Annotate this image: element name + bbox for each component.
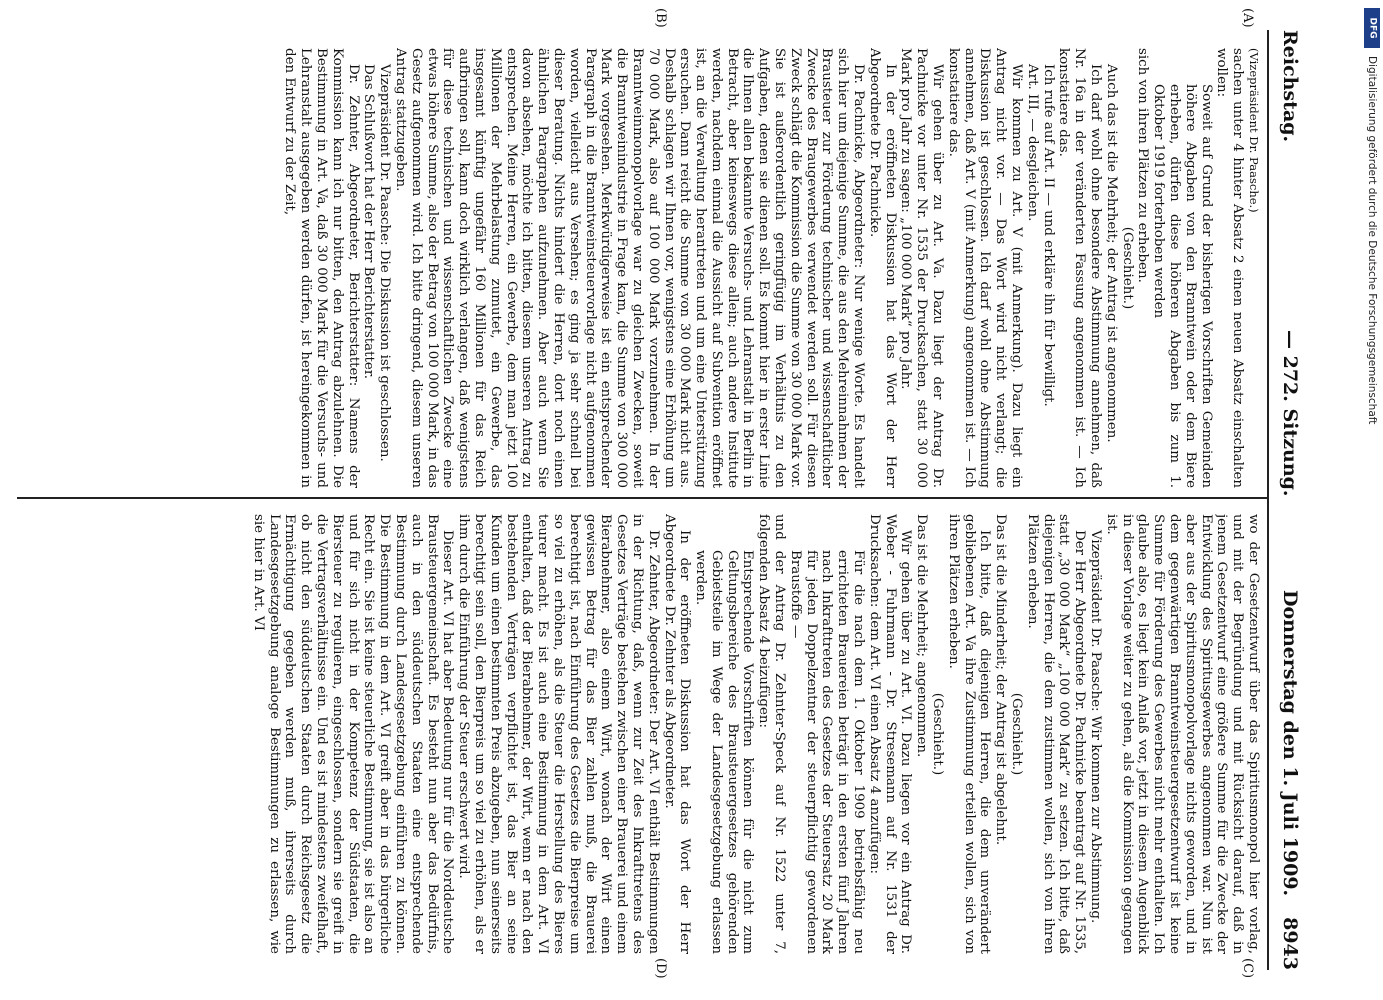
dfg-logo-icon — [1364, 8, 1380, 48]
margin-marker-d: (D) — [653, 958, 668, 979]
right-column — [21, 514, 1261, 954]
amendment-text: Entsprechende Vorschriften können für die nicht zum Geltungsbereiche des Brausteuergesetzes gehörenden Gebietsteile im Wege der Landesgesetzgebung erlassen werden. — [693, 550, 756, 954]
left-column — [21, 48, 1261, 488]
margin-marker-a: (A) — [1240, 8, 1255, 28]
dfg-badge-label: DFG — [1367, 17, 1378, 39]
paragraph: Das ist die Mehrheit; angenommen. — [914, 514, 930, 758]
paragraph: Der Herr Abgeordnete Dr. Pachnicke beantragt auf Nr. 1535, statt „30 000 Mark“ „100 000 Mark“ zu setzen. Ich bitte, daß diejenigen Herren, die dem zustimmen wollen, sich von ihren Plätzen erheben. — [1024, 514, 1088, 954]
amendment-text: Soweit auf Grund der bisherigen Vorschriften Gemeinden höhere Abgaben von den Branntwein oder dem Biere erheben, dürfen diese höheren Abgaben bis zum 1. Oktober 1919 forterhoben werden — [1151, 84, 1214, 488]
stage-direction: (Geschieht.) — [930, 692, 946, 776]
page-number: 8943 — [1279, 917, 1301, 970]
stage-direction: (Geschieht.) — [1119, 226, 1135, 310]
speech: Dr. Zehnter, Abgeordneter: Der Art. VI enthält Bestimmungen in der Richtung, daß, wenn zur Zeit des Inkrafttretens des Gesetzes Verträge bestehen zwischen einer Brauerei und einem Bierabnehmer, also einem Wirt, wonach der Wirt einen gewissen Betrag für das Bier zahlen muß, die Brauerei berechtigt ist, nach Einführung des Gesetzes die Bierpreise um so viel zu erhöhen, als die Steuer die Herstellung des Bieres teurer macht. Es ist auch eine Bestimmung in dem Art. VI enthalten, daß der Bierabnehmer, der Wirt, wenn er nach den bestehenden Verträgen verpflichtet ist, das Bier an seine Kunden um einen bestimmten Preis abzugeben, nun seinerseits berechtigt sein soll, den Bierpreis um so viel zu erhöhen, als er ihm durch die Einführung der Steuer erschwert wird. — [456, 514, 661, 954]
paragraph: Das ist die Minderheit; der Antrag ist abgelehnt. — [993, 514, 1009, 846]
digitization-sidebar — [1362, 8, 1382, 968]
paragraph: sich von ihren Plätzen zu erheben. — [1135, 48, 1151, 283]
paragraph: sachen unter 4 hinter Absatz 2 einen neuen Absatz einschalten wollen: — [1214, 48, 1246, 488]
margin-marker-b: (B) — [653, 8, 668, 28]
stage-direction: (Geschieht.) — [1009, 692, 1025, 776]
speech: Dr. Pachnicke, Abgeordneter: Nur wenige Worte. Es handelt sich hier um diejenige Summe, die aus den Mehreinnahmen der Brausteuer zur Förderung technischer und wissenschaftlicher Zwecke des Braugewerbes verwendet werden soll. Für diesen Zweck schlägt die Kommission die Summe von 30 000 Mark vor. Sie ist außerordentlich geringfügig im Verhältnis zu den Aufgaben, denen sie dienen soll. Es kommt hier in erster Linie die Ihnen allen bekannte Versuchs- und Lehranstalt in Berlin in Betracht, aber keineswegs diese allein; auch andere Institute werden, nachdem einmal die Aussicht auf Subvention eröffnet ist, an die Verwaltung herantreten und um eine Unterstützung ersuchen. Dann reicht die Summe von 30 000 Mark nicht aus. Deshalb schlagen wir Ihnen vor, wenigstens eine Erhöhung um 70 000 Mark, also auf 100 000 Mark vorzunehmen. In der Branntweinmonopolvorlage war zu gleichen Zwecken, soweit die Branntweinindustrie in Frage kam, die Summe von 300 000 Mark vorgesehen. Merkwürdigerweise ist ein entsprechender Paragraph in die Branntweinsteuervorlage nicht aufgenommen worden, vielleicht aus Versehen; es ging ja sehr schnell bei dieser Beratung. Nichts hindert die Herren, dort noch einen ähnlichen Paragraphen aufzunehmen. Aber auch wenn Sie davon absehen, möchte ich bitten, diesem unseren Antrag zu entsprechen. Meine Herren, ein Gewerbe, dem man jetzt 100 Millionen der Mehrbelastung zumutet, ein Gewerbe, das insgesamt künftig ungefähr 160 Millionen für das Reich aufbringen soll, kann doch wirklich verlangen, daß wenigstens für diese technischen und wissenschaftlichen Zwecke eine etwas höhere Summe, also der Betrag von 100 000 Mark, in das Gesetz aufgenommen wird. Ich bitte dringend, diesem unseren Antrag stattzugeben. — [392, 48, 867, 488]
paragraph: Ich bitte, daß diejenigen Herren, die dem unverändert gebliebenen Art. Va ihre Zustimmung erteilen wollen, sich von ihren Plätzen erheben. — [945, 514, 993, 954]
paragraph: Dieser Art. VI hat aber Bedeutung nur für die Norddeutsche Brausteuergemeinschaft. Es besteht nun aber das Bedürfnis, auch in den süddeutschen Staaten eine entsprechende Bestimmung durch Landesgesetzgebung einführen zu können. Die Bestimmung in dem Art. VI greift aber in das bürgerliche Recht ein. Sie ist keine steuerliche Bestimmung, sie ist also an und für sich nicht in der Kompetenz der Südstaaten, die Biersteuer zu regulieren, eingeschlossen, sondern sie greift in die Vertragsverhältnisse ein. Und es ist mindestens zweifelhaft, ob nicht den süddeutschen Staaten durch Reichsgesetz die Ermächtigung gegeben werden muß, ihrerseits durch Landesgesetzgebung analoge Bestimmungen zu erlassen, wie sie hier in Art. VI — [250, 514, 456, 954]
paragraph: In der eröffneten Diskussion hat das Wort der Herr Abgeordnete Dr. Zehnter als Abgeordneter. — [661, 514, 693, 954]
paragraph: In der eröffneten Diskussion hat das Wort der Herr Abgeordnete Dr. Pachnicke. — [866, 48, 898, 488]
speech: Dr. Zehnter, Abgeordneter, Berichterstatter: Namens der Kommission kann ich nur bitten, den Antrag abzulehnen. Die Bestimmung in Art. Va, daß 30 000 Mark für die Versuchs- und Lehranstalt ausgegeben werden dürfen, ist hereingekommen in den Entwurf zu der Zeit, — [282, 48, 361, 488]
paragraph: Wir gehen über zu Art. Va. Dazu liegt der Antrag Dr. Pachnicke vor unter Nr. 1535 der Drucksachen, statt 30 000 Mark pro Jahr zu sagen: „100 000 Mark“ pro Jahr. — [898, 48, 946, 488]
header-date: Donnerstag den 1. Juli 1909. — [1279, 590, 1301, 897]
paragraph: Ich darf wohl ohne besondere Abstimmung annehmen, daß Nr. 16a in der veränderten Fassung angenommen ist. — Ich konstatiere das. — [1056, 48, 1104, 488]
scanned-page — [13, 8, 1313, 979]
digitization-note — [1362, 56, 1382, 956]
header-title: Reichstag. — [1279, 30, 1301, 143]
page-header — [1271, 30, 1301, 970]
paragraph: und der Antrag Dr. Zehnter-Speck auf Nr. 1522 unter 7, folgenden Absatz 4 beizufügen: — [756, 514, 788, 954]
paragraph: Ich rufe auf Art. II — und erkläre ihn für bewilligt. — [1040, 64, 1056, 407]
header-rule — [1267, 30, 1269, 970]
paragraph: Wir gehen über zu Art. VI. Dazu liegen vor ein Antrag Dr. Weber - Fuhrmann - Dr. Stresemann auf Nr. 1531 der Drucksachen: dem Art. VI einen Absatz 4 anzufügen: — [866, 514, 914, 954]
digitization-note-text: Digitalisierung gefördert durch die Deutsche Forschungsgemeinschaft — [1366, 56, 1378, 425]
paragraph: Art. III, — desgleichen. — [1024, 64, 1040, 222]
amendment-text: Für die nach dem 1. Oktober 1909 betriebsfähig neu errichteten Brauereien beträgt in den ersten fünf Jahren nach Inkrafttreten des Gesetzes der Steuersatz 20 Mark für jeden Doppelzentner der steuerpflichtig gewordenen Braustoffe — — [787, 550, 867, 954]
paragraph: Vizepräsident Dr. Paasche: Wir kommen zur Abstimmung. — [1088, 530, 1104, 924]
paragraph: Auch das ist die Mehrheit; der Antrag ist angenommen. — [1103, 64, 1119, 443]
margin-marker-c: (C) — [1240, 958, 1255, 979]
speech: wo der Gesetzentwurf über das Spiritusmonopol hier vorlag, und mit der Begründung und mit Rücksicht darauf, daß in jenem Gesetzentwurf eine größere Summe für die Zwecke der Entwicklung des Spiritusgewerbes angenommen war. Nun ist aber aus der Spiritusmonopolvorlage nichts geworden, und in dem gegenwärtigen Branntweinsteuergesetzentwurf ist keine Summe für Förderung des Gewerbes nicht mehr enthalten. Ich glaube also, es liegt kein Anlaß vor, jetzt in diesem Augenblick in dieser Vorlage weiter zu gehen, als die Kommission gegangen ist. — [1103, 514, 1261, 954]
column-divider — [17, 497, 1267, 499]
paragraph: Wir kommen zu Art. V (mit Anmerkung). Dazu liegt ein Antrag nicht vor. — Das Wort wird nicht verlangt; die Diskussion ist geschlossen. Ich darf wohl ohne Abstimmung annehmen, daß Art. V (mit Anmerkung) angenommen ist. — Ich konstatiere das. — [945, 48, 1025, 488]
paragraph: Das Schlußwort hat der Herr Berichterstatter. — [361, 64, 377, 380]
paragraph: Vizepräsident Dr. Paasche: Die Diskussion ist geschlossen. — [377, 64, 393, 462]
header-session: — 272. Sitzung. — [1279, 330, 1301, 497]
speaker-note: (Vizepräsident Dr. Paasche.) — [1247, 48, 1261, 213]
